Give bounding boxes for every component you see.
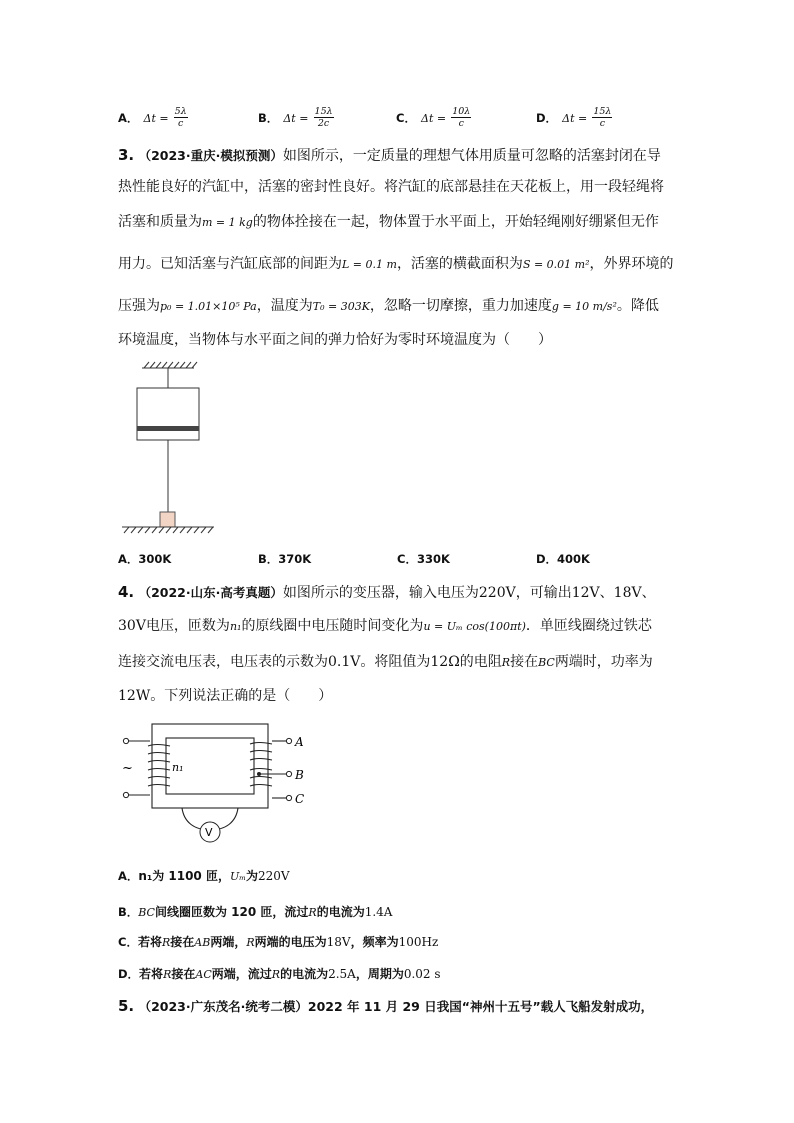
option-text: 370K	[278, 552, 312, 566]
option-text: ，频率为	[350, 935, 399, 949]
option-label: D．	[536, 111, 558, 125]
q4-option-c[interactable]	[118, 932, 438, 953]
math: p₀ = 1.01×10⁵ Pa	[160, 300, 257, 313]
option-text: n₁为 1100 匝，	[138, 869, 230, 883]
math: R	[271, 968, 281, 981]
label-c: C	[295, 792, 305, 806]
label-a: A	[295, 735, 304, 749]
text: 。下列说法正确的是（ ）	[150, 688, 333, 704]
q2-option-a[interactable]	[118, 106, 188, 129]
option-text: 间线圈匝数为 120 匝，流过	[154, 905, 309, 919]
text: 两端时，功率为	[554, 654, 653, 670]
text: 的电阻	[459, 654, 502, 670]
option-text: 若将	[139, 967, 164, 981]
text: ，可输出	[515, 585, 572, 601]
ac-source-symbol: ~	[122, 761, 133, 776]
math: BC	[538, 656, 555, 669]
option-fraction: $\frac{15\lambda}{2c}$	[314, 106, 333, 129]
q4-option-b[interactable]	[118, 902, 392, 923]
value: 12W	[118, 688, 151, 704]
q3-option-a[interactable]	[118, 551, 171, 567]
value: 18V	[613, 585, 642, 601]
q3-line-2	[118, 177, 664, 197]
question-number: 4.	[118, 583, 135, 601]
math: g = 10 m/s²	[551, 300, 617, 313]
terminal-a	[286, 738, 291, 743]
text: 接在	[510, 654, 539, 670]
math: R	[161, 936, 171, 949]
q3-line-5	[118, 296, 659, 317]
option-label: A．	[118, 552, 139, 566]
text: 、	[641, 585, 656, 601]
text: 用力。已知活塞与汽缸底部的间距为	[118, 256, 342, 272]
value: 12V	[571, 585, 600, 601]
option-text: 的电流为	[316, 905, 365, 919]
q5-line-1	[118, 996, 653, 1017]
transformer-figure	[114, 718, 314, 848]
math: R	[308, 906, 317, 919]
option-text: ，周期为	[355, 967, 404, 981]
option-text: 接在	[171, 967, 196, 981]
tap-dot	[257, 772, 261, 776]
math: R	[163, 968, 172, 981]
text: 连接交流电压表，电压表的示数为	[118, 654, 328, 670]
value: 12Ω	[430, 654, 460, 670]
math: n₁	[229, 620, 242, 633]
math: S = 0.01 m²	[522, 258, 590, 271]
input-terminal-top	[123, 738, 128, 743]
question-source: （2022·山东·高考真题）	[138, 585, 283, 600]
math: L = 0.1 m	[342, 258, 397, 271]
value: 30V	[118, 618, 146, 634]
label-b: B	[295, 768, 304, 782]
q3-option-c[interactable]	[397, 551, 450, 567]
option-fraction: $\frac{10\lambda}{c}$	[452, 106, 471, 129]
text: ，温度为	[256, 298, 313, 314]
terminal-c	[286, 795, 291, 800]
option-text: 两端，	[210, 935, 247, 949]
math: u = Uₘ cos(100πt)	[423, 620, 526, 633]
text: 活塞和质量为	[118, 214, 202, 230]
text: ，忽略一切摩擦，重力加速度	[369, 298, 552, 314]
q3-line-1	[118, 145, 661, 166]
iron-core-outer	[152, 724, 268, 808]
text: 。降低	[616, 298, 659, 314]
text: 如图所示，一定质量的理想气体用质量可忽略的活塞封闭在导	[282, 148, 661, 164]
question-source: （2023·广东茂名·统考二模）	[138, 999, 308, 1014]
option-lhs: Δt =	[562, 112, 588, 125]
q3-line-3	[118, 212, 659, 233]
option-text: 300K	[138, 552, 172, 566]
option-label: D．	[536, 552, 558, 566]
q2-option-c[interactable]	[396, 106, 471, 129]
option-lhs: Δt =	[421, 112, 447, 125]
q2-option-b[interactable]	[258, 106, 334, 129]
option-text: 若将	[137, 935, 162, 949]
option-label: B．	[118, 905, 139, 919]
text: 的物体拴接在一起，物体置于水平面上，开始轻绳刚好绷紧但无作	[252, 214, 659, 230]
q3-line-6	[118, 330, 552, 350]
option-text: 为	[246, 869, 259, 883]
text: 热性能良好的汽缸中，活塞的密封性良好。将汽缸的底部悬挂在天花板上，用一段轻绳将	[118, 179, 664, 195]
cylinder-body	[137, 388, 199, 440]
option-fraction: $\frac{15\lambda}{c}$	[593, 106, 612, 129]
value: 0.1V	[328, 654, 361, 670]
option-text: 的电流为	[280, 967, 329, 981]
option-text: 400K	[557, 552, 590, 566]
math: R	[501, 656, 511, 669]
label-n1: n₁	[172, 761, 184, 774]
math: T₀ = 303K	[312, 300, 370, 313]
text: 2022 年 11 月 29 日我国“神州十五号”载人飞船发射成功，	[307, 999, 654, 1014]
voltmeter-label: V	[205, 826, 213, 839]
text: 电压，匝数为	[145, 618, 230, 634]
option-label: D．	[118, 967, 140, 981]
option-lhs: Δt =	[143, 112, 169, 125]
question-number: 5.	[118, 997, 135, 1015]
question-source: （2023·重庆·模拟预测）	[138, 148, 283, 163]
q4-option-d[interactable]	[118, 964, 441, 985]
option-label: B．	[258, 552, 279, 566]
value: 18V	[326, 935, 351, 949]
value: 1.4A	[364, 905, 393, 919]
block-mass	[160, 512, 175, 527]
option-label: A．	[118, 869, 139, 883]
q4-line-2	[118, 616, 652, 637]
text: 。将阻值为	[360, 654, 431, 670]
option-label: C．	[396, 111, 416, 125]
q2-option-d[interactable]	[536, 106, 612, 129]
math: AB	[194, 936, 211, 949]
option-text: 两端，流过	[211, 967, 272, 981]
q4-line-1	[118, 582, 656, 603]
secondary-coil	[250, 743, 272, 787]
cylinder-figure	[118, 360, 228, 535]
math: m = 1 kg	[202, 216, 253, 229]
text: ．单匝线圈绕过铁芯	[525, 618, 652, 634]
q4-option-a[interactable]	[118, 866, 290, 887]
q3-option-d[interactable]	[536, 551, 590, 567]
text: ，外界环境的	[589, 256, 674, 272]
terminal-b	[286, 771, 291, 776]
primary-coil	[148, 745, 170, 787]
value: 0.02 s	[403, 967, 441, 981]
value: 2.5A	[328, 967, 356, 981]
question-number: 3.	[118, 146, 135, 164]
option-label: A．	[118, 111, 139, 125]
text: 压强为	[118, 298, 160, 314]
option-label: C．	[397, 552, 417, 566]
text: 如图所示的变压器，输入电压为	[282, 585, 479, 601]
q3-option-b[interactable]	[258, 551, 311, 567]
value: 100Hz	[398, 935, 439, 949]
value: 220V	[258, 869, 290, 883]
option-lhs: Δt =	[283, 112, 309, 125]
text: 环境温度，当物体与水平面之间的弹力恰好为零时环境温度为（ ）	[118, 332, 552, 348]
ceiling-hatch	[144, 362, 197, 368]
text: 、	[599, 585, 614, 601]
math: AC	[195, 968, 212, 981]
math: Uₘ	[229, 870, 246, 883]
option-fraction: $\frac{5\lambda}{c}$	[174, 106, 187, 129]
q3-line-4	[118, 254, 674, 275]
option-label: B．	[258, 111, 279, 125]
math: BC	[138, 906, 155, 919]
option-text: 接在	[170, 935, 195, 949]
piston	[137, 426, 199, 431]
text: 的原线圈中电压随时间变化为	[241, 618, 424, 634]
value: 220V	[478, 585, 516, 601]
option-text: 两端的电压为	[254, 935, 327, 949]
text: ，活塞的横截面积为	[396, 256, 523, 272]
input-terminal-bottom	[123, 792, 128, 797]
q4-line-3	[118, 652, 653, 673]
q4-line-4	[118, 686, 332, 706]
option-label: C．	[118, 935, 138, 949]
option-text: 330K	[416, 552, 450, 566]
math: R	[246, 936, 255, 949]
